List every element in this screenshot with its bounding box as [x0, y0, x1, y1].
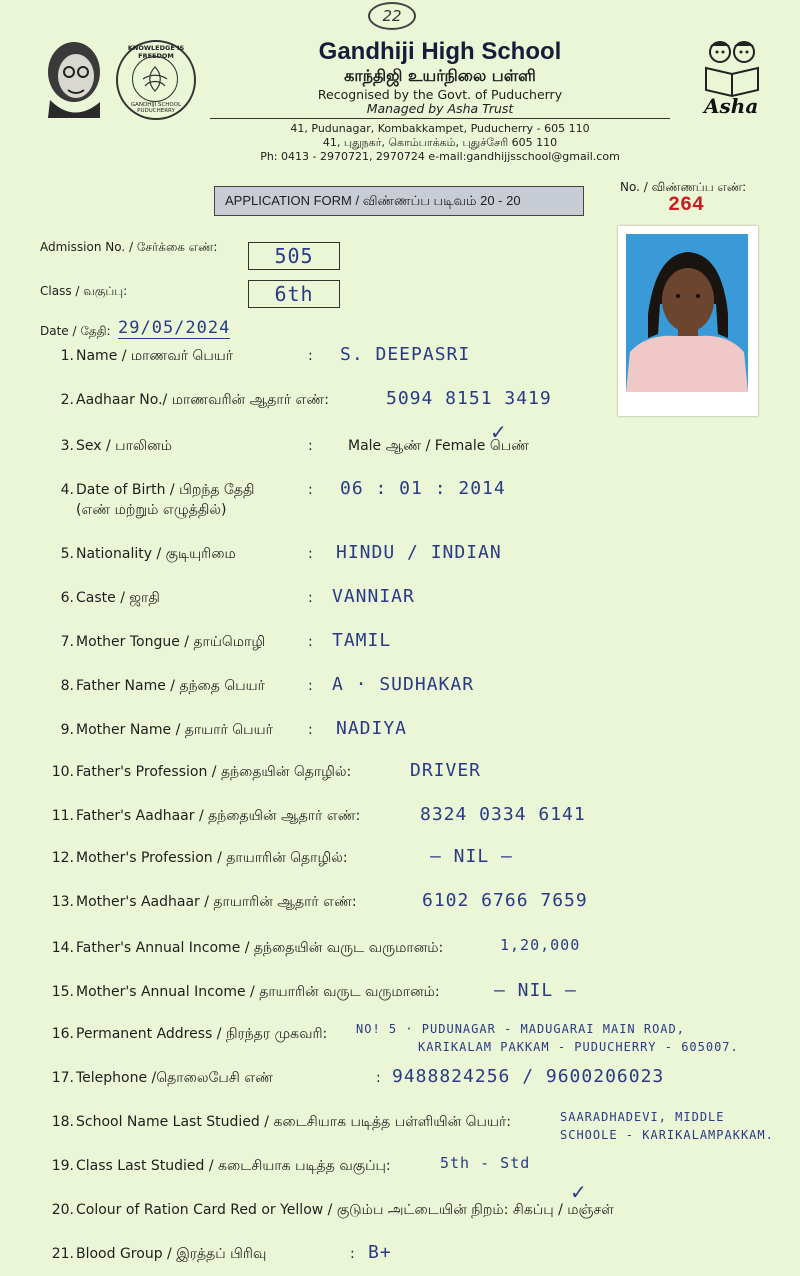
recognition-text: Recognised by the Govt. of Puducherry: [317, 87, 563, 102]
field-colon: :: [308, 438, 313, 454]
field-value: 8324 0334 6141: [420, 804, 586, 825]
field-number: 11.: [51, 808, 74, 824]
field-colon: :: [308, 678, 313, 694]
student-photo: [618, 226, 758, 416]
field-value: SAARADHADEVI, MIDDLE: [560, 1110, 725, 1124]
page-number: 22: [368, 2, 416, 30]
field-number: 18.: [51, 1114, 74, 1130]
field-number: 19.: [51, 1158, 74, 1174]
field-label: Mother Name / தாயார் பெயர்: [76, 722, 273, 738]
field-label: Colour of Ration Card Red or Yellow / குடும்ப அட்டையின் நிறம்: சிகப்பு / மஞ்சள்: [76, 1202, 614, 1218]
field-value: 1,20,000: [500, 936, 581, 954]
field-colon: :: [308, 546, 313, 562]
address-english: 41, Pudunagar, Kombakkampet, Puducherry - 605 110: [290, 122, 590, 135]
field-number: 7.: [60, 634, 74, 650]
field-value: 06 : 01 : 2014: [340, 478, 506, 499]
field-label: Caste / ஜாதி: [76, 590, 160, 606]
field-label-secondary: (எண் மற்றும் எழுத்தில்): [76, 502, 227, 518]
field-label: Father's Aadhaar / தந்தையின் ஆதார் எண்:: [76, 808, 361, 824]
field-value: Male ஆண் / Female பெண்: [348, 438, 529, 454]
field-number: 16.: [51, 1026, 74, 1042]
red-card-check-icon: ✓: [570, 1180, 587, 1204]
field-number: 1.: [60, 348, 74, 364]
date-value: 29/05/2024: [118, 318, 231, 338]
field-number: 15.: [51, 984, 74, 1000]
field-number: 21.: [51, 1246, 74, 1262]
field-value: 9488824256 / 9600206023: [392, 1066, 665, 1087]
field-value: 5th - Std: [440, 1154, 531, 1172]
address-tamil: 41, புதுநகர், கொம்பாக்கம், புதுச்சேரி 605 110: [322, 136, 558, 149]
field-colon: :: [350, 1246, 355, 1262]
school-seal-logo: KNOWLEDGE IS FREEDOM GANDHIJI SCHOOL PUDUCHERRY: [116, 40, 196, 120]
field-label: Blood Group / இரத்தப் பிரிவு: [76, 1246, 267, 1262]
field-label: Father's Profession / தந்தையின் தொழில்:: [76, 764, 352, 780]
field-number: 5.: [60, 546, 74, 562]
managed-by-text: Managed by Asha Trust: [366, 101, 514, 116]
field-colon: :: [376, 1070, 381, 1086]
field-value: VANNIAR: [332, 586, 415, 607]
field-value: DRIVER: [410, 760, 482, 781]
field-value: A · SUDHAKAR: [332, 674, 475, 695]
gandhi-portrait-image: [38, 38, 106, 118]
field-label: Sex / பாலினம்: [76, 438, 172, 454]
field-value-continued: KARIKALAM PAKKAM - PUDUCHERRY - 605007.: [418, 1040, 739, 1054]
field-colon: :: [308, 590, 313, 606]
admission-number-box: 505: [248, 242, 340, 270]
field-number: 2.: [60, 392, 74, 408]
field-number: 8.: [60, 678, 74, 694]
field-number: 9.: [60, 722, 74, 738]
field-number: 4.: [60, 482, 74, 498]
field-label: Nationality / குடியுரிமை: [76, 546, 236, 562]
field-label: Date of Birth / பிறந்த தேதி: [76, 482, 255, 498]
field-value: NO! 5 · PUDUNAGAR - MADUGARAI MAIN ROAD,: [356, 1022, 685, 1036]
field-value: S. DEEPASRI: [340, 344, 471, 365]
application-number: 264: [668, 194, 705, 217]
contact-info: Ph: 0413 - 2970721, 2970724 e-mail:gandhijjsschool@gmail.com: [260, 150, 620, 163]
field-value: TAMIL: [332, 630, 392, 651]
field-label: Class Last Studied / கடைசியாக படித்த வகுப்பு:: [76, 1158, 391, 1174]
header-divider: [210, 118, 670, 119]
admission-label: Admission No. / சேர்க்கை எண்:: [40, 240, 218, 254]
field-value: — NIL —: [430, 846, 513, 867]
field-label: School Name Last Studied / கடைசியாக படித்த பள்ளியின் பெயர்:: [76, 1114, 511, 1130]
field-label: Mother's Annual Income / தாயாரின் வருட வருமானம்:: [76, 984, 440, 1000]
field-label: Permanent Address / நிரந்தர முகவரி:: [76, 1026, 328, 1042]
field-number: 6.: [60, 590, 74, 606]
female-check-icon: ✓: [490, 420, 507, 444]
field-colon: :: [308, 482, 313, 498]
field-label: Telephone /தொலைபேசி எண்: [76, 1070, 273, 1086]
field-label: Mother's Aadhaar / தாயாரின் ஆதார் எண்:: [76, 894, 357, 910]
class-label: Class / வகுப்பு:: [40, 284, 128, 298]
field-label: Mother's Profession / தாயாரின் தொழில்:: [76, 850, 348, 866]
field-value: B+: [368, 1242, 392, 1263]
field-number: 17.: [51, 1070, 74, 1086]
date-label: Date / தேதி:: [40, 324, 111, 338]
field-number: 20.: [51, 1202, 74, 1218]
field-label: Aadhaar No./ மாணவரின் ஆதார் எண்:: [76, 392, 329, 408]
field-number: 13.: [51, 894, 74, 910]
field-colon: :: [308, 348, 313, 364]
field-number: 3.: [60, 438, 74, 454]
field-label: Father Name / தந்தை பெயர்: [76, 678, 265, 694]
field-value: NADIYA: [336, 718, 408, 739]
field-label: Name / மாணவர் பெயர்: [76, 348, 234, 364]
form-title-box: APPLICATION FORM / விண்ணப்ப படிவம் 20 - 20: [214, 186, 584, 216]
field-number: 14.: [51, 940, 74, 956]
class-box: 6th: [248, 280, 340, 308]
field-number: 10.: [51, 764, 74, 780]
field-value: 5094 8151 3419: [386, 388, 552, 409]
field-label: Mother Tongue / தாய்மொழி: [76, 634, 266, 650]
field-value: 6102 6766 7659: [422, 890, 588, 911]
field-label: Father's Annual Income / தந்தையின் வருட வருமானம்:: [76, 940, 444, 956]
field-colon: :: [308, 634, 313, 650]
school-name-tamil: காந்திஜி உயர்நிலை பள்ளி: [344, 66, 536, 85]
field-value-continued: SCHOOLE - KARIKALAMPAKKAM.: [560, 1128, 774, 1142]
field-colon: :: [308, 722, 313, 738]
asha-logo: Asha: [700, 38, 764, 122]
application-number-label: No. / விண்ணப்ப எண்:: [620, 180, 747, 194]
school-name: Gandhiji High School: [318, 38, 562, 65]
field-value: — NIL —: [494, 980, 577, 1001]
field-value: HINDU / INDIAN: [336, 542, 502, 563]
field-number: 12.: [51, 850, 74, 866]
